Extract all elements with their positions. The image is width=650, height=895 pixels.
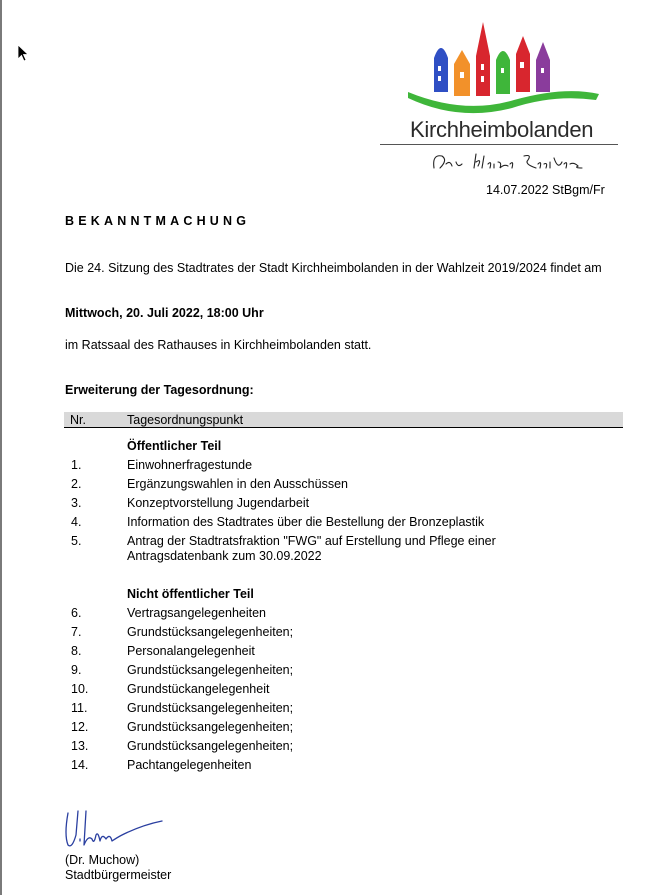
agenda-text: Grundstücksangelegenheiten; <box>127 625 294 639</box>
agenda-text: Information des Stadtrates über die Bestellung der Bronzeplastik <box>127 515 485 529</box>
intro-paragraph: Die 24. Sitzung des Stadtrates der Stadt Kirchheimbolanden in der Wahlzeit 2019/2024 findet am <box>65 261 602 275</box>
agenda-number: 8. <box>71 644 82 658</box>
meeting-location: im Ratssaal des Rathauses in Kirchheimbolanden statt. <box>65 338 372 352</box>
town-logo <box>380 20 620 180</box>
agenda-text: Grundstücksangelegenheiten; <box>127 720 294 734</box>
agenda-number: 11. <box>71 701 88 715</box>
agenda-number: 7. <box>71 625 82 639</box>
agenda-number: 9. <box>71 663 82 677</box>
agenda-number: 13. <box>71 739 89 753</box>
castle-skyline-icon <box>404 20 604 115</box>
agenda-number: 14. <box>71 758 89 772</box>
agenda-text: Pachtangelegenheiten <box>127 758 252 772</box>
agenda-text: Grundstücksangelegenheiten; <box>127 739 294 753</box>
mouse-pointer-icon <box>17 44 29 62</box>
signatory-title: Stadtbürgermeister <box>65 868 172 882</box>
column-header-item: Tagesordnungspunkt <box>127 413 244 427</box>
column-header-nr: Nr. <box>70 413 86 427</box>
agenda-text: Vertragsangelegenheiten <box>127 606 267 620</box>
agenda-text: Ergänzungswahlen in den Ausschüssen <box>127 477 348 491</box>
agenda-text: Konzeptvorstellung Jugendarbeit <box>127 496 310 510</box>
meeting-datetime: Mittwoch, 20. Juli 2022, 18:00 Uhr <box>65 306 264 320</box>
date-reference: 14.07.2022 StBgm/Fr <box>486 183 605 197</box>
agenda-number: 5. <box>71 534 82 548</box>
private-section-title: Nicht öffentlicher Teil <box>127 587 254 601</box>
notice-heading: BEKANNTMACHUNG <box>65 214 251 228</box>
agenda-title: Erweiterung der Tagesordnung: <box>65 383 254 397</box>
agenda-table-header <box>64 412 623 428</box>
agenda-number: 2. <box>71 477 82 491</box>
agenda-text: Einwohnerfragestunde <box>127 458 253 472</box>
page-edge <box>0 0 2 895</box>
agenda-text: Grundstücksangelegenheiten; <box>127 701 294 715</box>
agenda-number: 10. <box>71 682 89 696</box>
signatory-name: (Dr. Muchow) <box>65 853 140 867</box>
agenda-number: 1. <box>71 458 82 472</box>
agenda-number: 12. <box>71 720 89 734</box>
agenda-text: Grundstückangelegenheit <box>127 682 270 696</box>
agenda-text: Personalangelegenheit <box>127 644 255 658</box>
agenda-number: 4. <box>71 515 82 529</box>
agenda-number: 6. <box>71 606 82 620</box>
logo-motto-script <box>428 148 588 174</box>
logo-town-name: Kirchheimbolanden <box>410 117 594 142</box>
public-section-title: Öffentlicher Teil <box>127 439 222 453</box>
agenda-text: Grundstücksangelegenheiten; <box>127 663 294 677</box>
agenda-number: 3. <box>71 496 82 510</box>
agenda-text: Antrag der Stadtratsfraktion "FWG" auf Erstellung und Pflege einer Antragsdatenbank zum 30.09.2022 <box>127 534 496 563</box>
logo-divider <box>380 144 618 145</box>
handwritten-signature <box>62 805 172 853</box>
